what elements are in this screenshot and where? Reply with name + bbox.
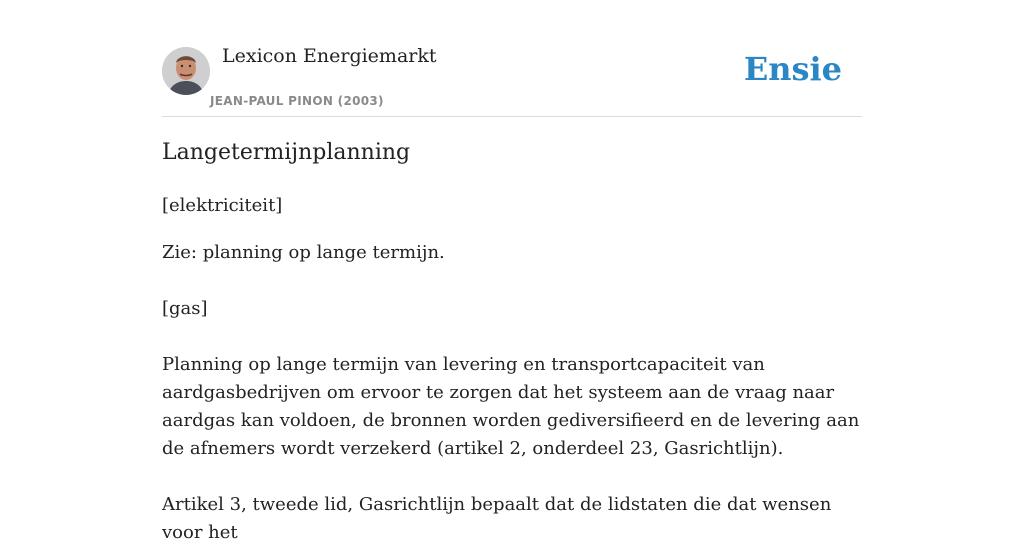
paragraph-see-also: Zie: planning op lange termijn.: [162, 242, 445, 263]
paragraph-article: Artikel 3, tweede lid, Gasrichtlijn bepaalt dat de lidstaten die dat wensen voor het: [162, 494, 832, 543]
paragraph-category-electricity: [elektriciteit]: [162, 195, 283, 216]
header: [162, 0, 862, 117]
author-name[interactable]: JEAN-PAUL PINON (2003): [210, 94, 384, 108]
paragraph-category-gas: [gas]: [162, 298, 208, 319]
paragraph-definition: Planning op lange termijn van levering en transportcapaciteit van aardgasbedrijven om ervoor te zorgen dat het systeem aan de vraag naar aardgas kan voldoen, de bronnen worden gediversifieerd en de levering aan de afnemers wordt verzekerd (artikel 2, onderdeel 23, Gasrichtlijn).: [162, 354, 860, 459]
book-title[interactable]: Lexicon Energiemarkt: [222, 45, 437, 67]
author-avatar: [162, 47, 210, 95]
brand-logo[interactable]: Ensie: [743, 50, 842, 88]
page: [162, 0, 862, 543]
entry-title: Langetermijnplanning: [162, 140, 411, 165]
